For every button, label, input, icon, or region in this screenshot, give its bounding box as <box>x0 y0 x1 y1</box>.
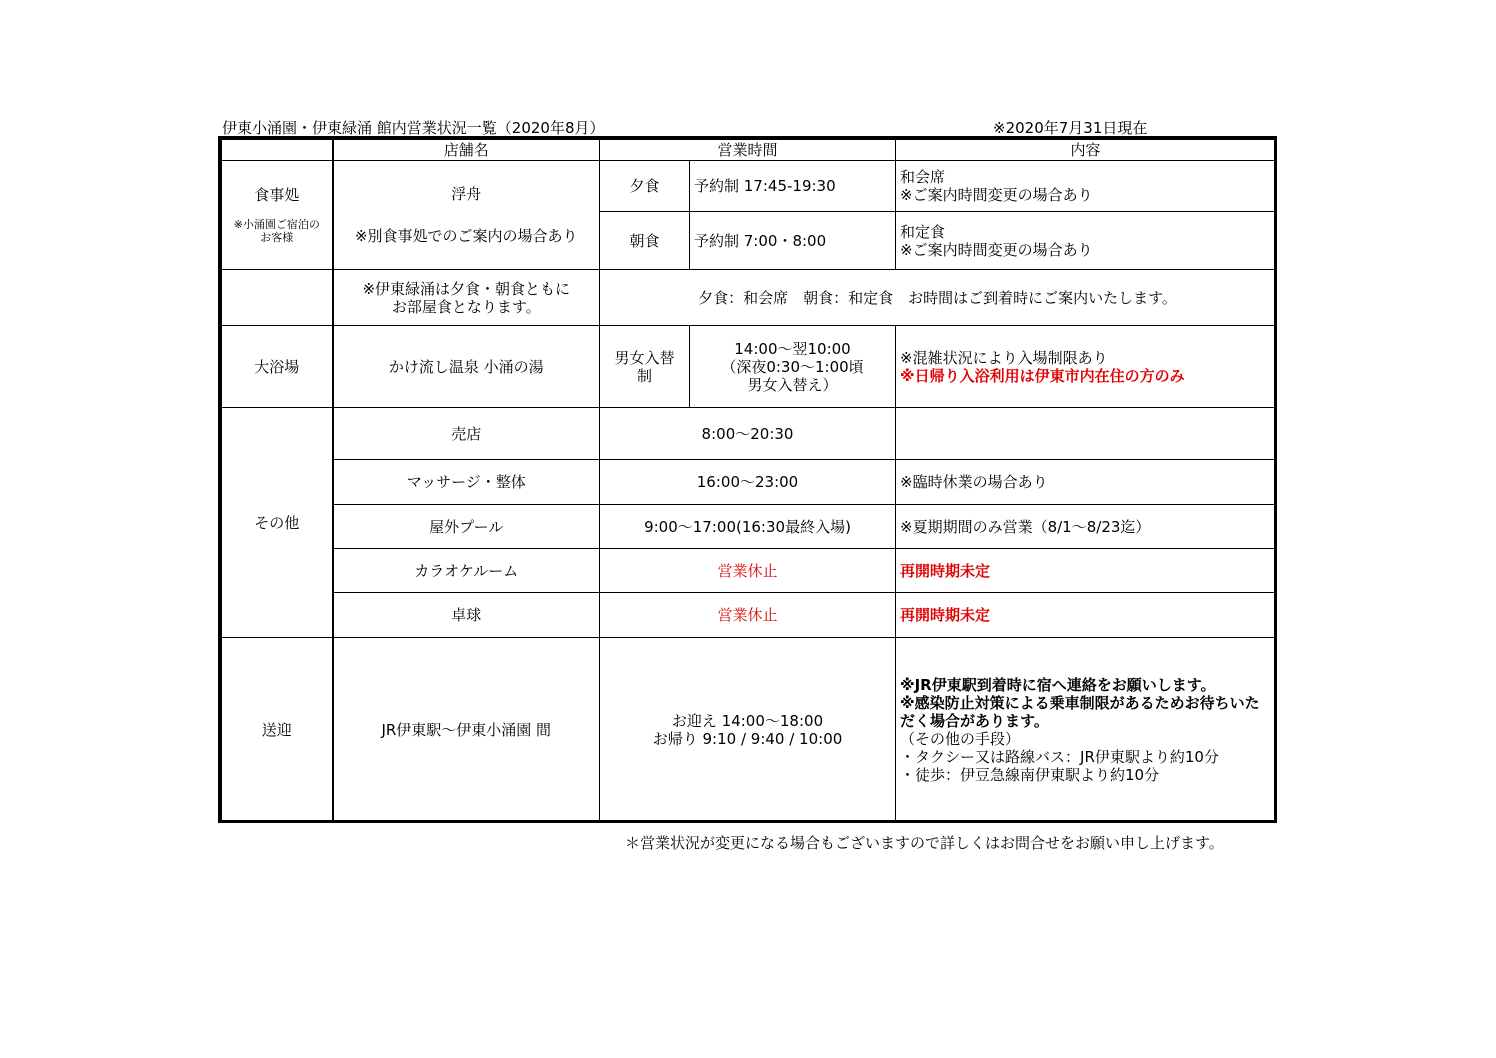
breakfast-content-line-1: 和定食 <box>900 222 946 241</box>
dining-category-note-line-2: お客様 <box>260 231 294 244</box>
ryokuyu-note <box>333 270 600 326</box>
dining-shop <box>333 161 600 270</box>
dining-category-note-line-1: ※小涌園ご宿泊の <box>233 217 320 231</box>
dinner-content <box>896 161 1276 212</box>
bath-time-line-1: 14:00～翌10:00 <box>734 339 851 358</box>
dining-category <box>222 161 333 270</box>
other-content-undecided: 再開時期未定 <box>896 549 1276 593</box>
shuttle-time-return: お帰り 9:10 / 9:40 / 10:00 <box>652 730 843 748</box>
bath-type <box>600 326 690 408</box>
other-shop: 売店 <box>333 408 600 460</box>
other-category: その他 <box>222 408 333 638</box>
status-table <box>218 136 1277 823</box>
other-row-pool <box>222 505 1276 549</box>
other-hours-closed: 営業休止 <box>600 549 896 593</box>
shuttle-row <box>222 638 1276 823</box>
other-row-table-tennis <box>222 593 1276 638</box>
shuttle-content-line-4: ・タクシー又は路線バス：JR伊東駅より約10分 <box>900 748 1219 766</box>
other-row-karaoke <box>222 549 1276 593</box>
shuttle-time-pickup: お迎え 14:00～18:00 <box>671 712 824 730</box>
other-content <box>896 408 1276 460</box>
bath-type-line-1: 男女入替 <box>614 348 675 367</box>
header-shop: 店舗名 <box>333 140 600 161</box>
breakfast-label: 朝食 <box>600 212 690 270</box>
bath-type-line-2: 制 <box>636 366 652 385</box>
other-content: ※夏期期間のみ営業（8/1～8/23迄） <box>896 505 1276 549</box>
ryokuyu-row <box>222 270 1276 326</box>
other-shop: 卓球 <box>333 593 600 638</box>
bath-time-line-3: 男女入替え） <box>747 375 838 394</box>
bath-time <box>690 326 896 408</box>
other-row-massage <box>222 460 1276 505</box>
shuttle-content-line-1: ※JR伊東駅到着時に宿へ連絡をお願いします。 <box>900 676 1216 694</box>
shuttle-content-line-5: ・徒歩：伊豆急線南伊東駅より約10分 <box>900 766 1160 784</box>
shuttle-content-line-2: ※感染防止対策による乗車制限があるためお待ちいただく場合があります。 <box>900 694 1260 730</box>
dining-category-note <box>226 218 328 244</box>
shuttle-category: 送迎 <box>222 638 333 823</box>
dinner-content-line-2: ※ご案内時間変更の場合あり <box>900 186 1093 204</box>
header-hours: 営業時間 <box>600 140 896 161</box>
breakfast-content <box>896 212 1276 270</box>
other-shop: マッサージ・整体 <box>333 460 600 505</box>
footnote: ＊営業状況が変更になる場合もございますので詳しくはお問合せをお願い申し上げます。 <box>625 834 1224 852</box>
other-hours: 16:00～23:00 <box>600 460 896 505</box>
as-of-date: ※2020年7月31日現在 <box>993 119 1148 137</box>
dining-dinner-row <box>222 161 1276 212</box>
bath-content-line-2: ※日帰り入浴利用は伊東市内在住の方のみ <box>900 366 1185 385</box>
ryokuyu-note-line-1: ※伊東緑涌は夕食・朝食ともに <box>362 279 571 298</box>
breakfast-content-line-2: ※ご案内時間変更の場合あり <box>900 240 1093 259</box>
header-category <box>222 140 333 161</box>
header-content: 内容 <box>896 140 1276 161</box>
bath-content <box>896 326 1276 408</box>
header-row <box>222 140 1276 161</box>
shuttle-route: JR伊東駅～伊東小涌園 間 <box>333 638 600 823</box>
other-content: ※臨時休業の場合あり <box>896 460 1276 505</box>
breakfast-time: 予約制 7:00・8:00 <box>690 212 896 270</box>
shuttle-content <box>896 638 1276 823</box>
ryokuyu-detail: 夕食：和会席 朝食：和定食 お時間はご到着時にご案内いたします。 <box>600 270 1276 326</box>
other-content-undecided: 再開時期未定 <box>896 593 1276 638</box>
other-hours: 8:00～20:30 <box>600 408 896 460</box>
shuttle-content-line-3: （その他の手段） <box>900 730 1021 748</box>
dining-category-label: 食事処 <box>254 185 300 204</box>
other-hours: 9:00～17:00(16:30最終入場) <box>600 505 896 549</box>
dining-shop-name: 浮舟 <box>451 185 482 203</box>
dinner-label: 夕食 <box>600 161 690 212</box>
bath-shop: かけ流し温泉 小涌の湯 <box>333 326 600 408</box>
bath-content-line-1: ※混雑状況により入場制限あり <box>900 348 1108 367</box>
dining-shop-note: ※別食事処でのご案内の場合あり <box>354 227 578 245</box>
other-shop: カラオケルーム <box>333 549 600 593</box>
shuttle-times <box>600 638 896 823</box>
other-shop: 屋外プール <box>333 505 600 549</box>
dinner-content-line-1: 和会席 <box>900 168 946 186</box>
other-hours-closed: 営業休止 <box>600 593 896 638</box>
dinner-time: 予約制 17:45-19:30 <box>690 161 896 212</box>
ryokuyu-note-line-2: お部屋食となります。 <box>391 297 541 316</box>
page-title: 伊東小涌園・伊東緑涌 館内営業状況一覧（2020年8月） <box>222 119 605 137</box>
bath-time-line-2: （深夜0:30～1:00頃 <box>721 357 864 376</box>
bath-row <box>222 326 1276 408</box>
other-row-shop <box>222 408 1276 460</box>
bath-category: 大浴場 <box>222 326 333 408</box>
ryokuyu-category <box>222 270 333 326</box>
